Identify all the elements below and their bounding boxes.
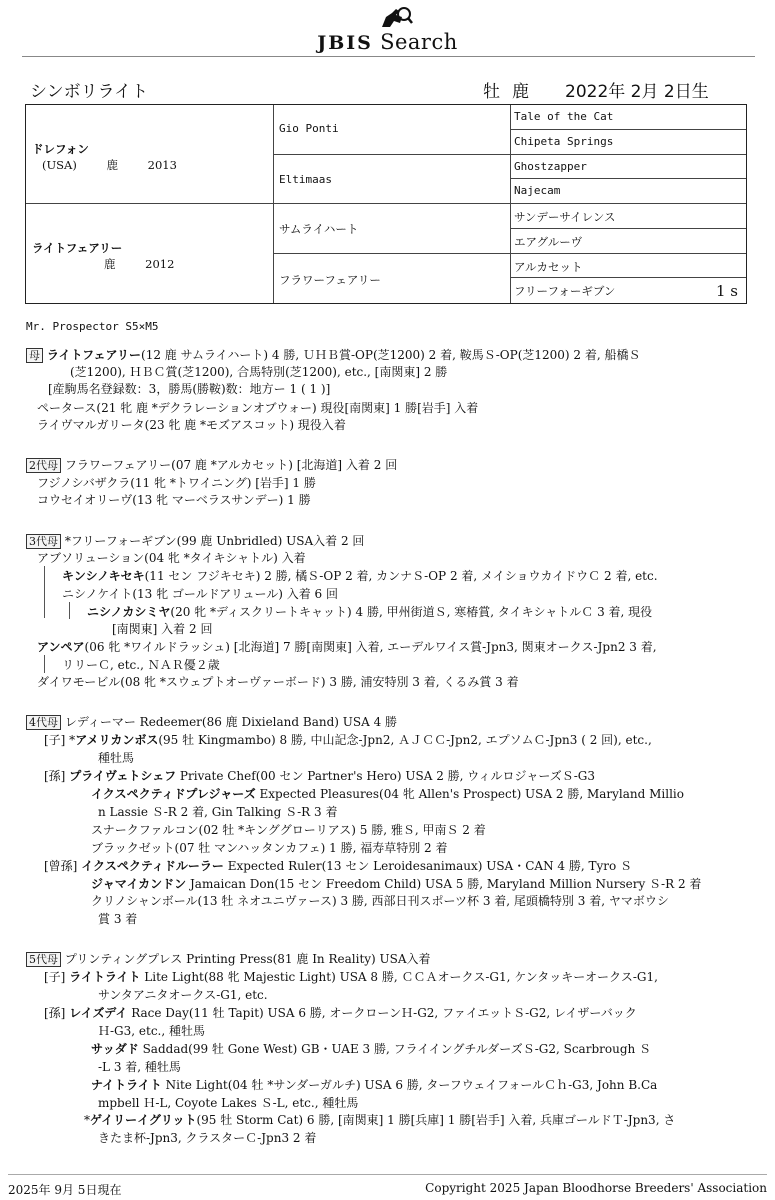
record-text: ブラックゼット(07 牡 マンハッタンカフェ) 1 勝, 福寿草特別 2 着 — [91, 841, 448, 855]
record-text: Jamaican Don(15 セン Freedom Child) USA 5 勝, Maryland Million Nursery Ｓ-R 2 着 — [186, 877, 702, 891]
family-line — [70, 364, 447, 380]
dam-name: ライトフェアリー — [32, 241, 123, 255]
horse-name: シンボリライト — [30, 82, 149, 102]
record-text: (95 牡 Storm Cat) 6 勝, [南関東] 1 勝[兵庫] 1 勝[岩手] 入着, 兵庫ゴールドＴ-Jpn3, さ — [196, 1113, 676, 1127]
horse-rider-icon — [374, 5, 414, 31]
family-line — [98, 804, 337, 820]
record-text: 賞 3 着 — [98, 912, 138, 926]
family-line — [26, 533, 364, 549]
horse-name-bold: イクスペクティドプレジャーズ — [91, 787, 256, 801]
family-line — [91, 822, 486, 838]
family-line — [44, 732, 652, 748]
family-line — [98, 1023, 205, 1039]
family-line — [26, 457, 397, 473]
horse-color: 鹿 — [512, 82, 529, 102]
record-text: mpbell Ｈ-L, Coyote Lakes Ｓ-L, etc., 種牡馬 — [98, 1096, 359, 1110]
family-line — [37, 550, 306, 566]
family-line — [26, 347, 641, 363]
dam-sire: サムライハート — [274, 204, 511, 254]
sire-cell — [26, 105, 274, 204]
family-line — [91, 893, 669, 909]
horse-name-bold: アンペア — [37, 640, 85, 654]
g3-dam-dam-sire: アルカセット — [511, 254, 746, 278]
pedigree-table — [25, 104, 747, 304]
record-text: フラワーフェアリー(07 鹿 *アルカセット) [北海道] 入着 2 回 — [64, 458, 398, 472]
dam-year: 2012 — [145, 257, 175, 271]
family-line — [37, 475, 316, 491]
as-of-date: 2025年 9月 5日現在 — [8, 1183, 122, 1197]
horse-name-bold: ニシノカシミヤ — [87, 605, 171, 619]
family-line — [44, 969, 658, 985]
family-line — [98, 1095, 358, 1111]
g3-dam-sire-sire: サンデーサイレンス — [511, 204, 746, 229]
record-text: *フリーフォーギブン(99 鹿 Unbridled) USA入着 2 回 — [64, 534, 365, 548]
family-line — [112, 621, 212, 637]
sire-origin: (USA) — [42, 158, 77, 172]
record-text: ペータース(21 牝 鹿 *デクラレーションオブウォー) 現役[南関東] 1 勝[岩手] 入着 — [37, 401, 479, 415]
record-text: ニシノケイト(13 牝 ゴールドアリュール) 入着 6 回 — [62, 587, 338, 601]
record-text: (06 牝 *ワイルドラッシュ) [北海道] 7 勝[南関東] 入着, エーデルワイス賞-Jpn3, 関東オークス-Jpn2 3 着, — [84, 640, 657, 654]
record-text: スナークファルコン(02 牡 *キンググローリアス) 5 勝, 雅Ｓ, 甲南Ｓ 2 着 — [91, 823, 486, 837]
horse-name-bold: プライヴェトシェフ — [69, 769, 177, 783]
record-text: (11 セン フジキセキ) 2 勝, 橘Ｓ-OP 2 着, カンナＳ-OP 2 着, メイショウカイドウＣ 2 着, etc. — [144, 569, 658, 583]
sire-dam: Eltimaas — [274, 155, 511, 204]
generation-tag: 3代母 — [26, 534, 61, 549]
dam-cell — [26, 204, 274, 303]
family-line — [91, 1041, 651, 1057]
record-text: [孫] — [44, 769, 70, 783]
family-line — [37, 639, 657, 655]
record-text: コウセイオリーヴ(13 牝 マーベラスサンデー) 1 勝 — [37, 493, 311, 507]
horse-name-bold: ライトフェアリー — [46, 348, 142, 362]
record-text: レディーマー Redeemer(86 鹿 Dixieland Band) USA 4 勝 — [64, 715, 398, 729]
family-line — [91, 786, 684, 802]
record-text: (芝1200), ＨＢＣ賞(芝1200), 合馬特別(芝1200), etc., [南関東] 2 勝 — [70, 365, 448, 379]
record-text: [産駒馬名登録数：3，勝馬(勝鞍)数：地方ー 1 ( 1 )] — [48, 382, 331, 396]
horse-name-bold: ナイトライト — [91, 1078, 162, 1092]
record-text: ダイワモービル(08 牝 *スウェプトオーヴァーボード) 3 勝, 浦安特別 3 着, くるみ賞 3 着 — [37, 675, 519, 689]
family-tree-line — [44, 566, 45, 618]
dam-dam: フラワーフェアリー — [274, 254, 511, 303]
g3-sire-dam-sire: Ghostzapper — [511, 155, 746, 179]
family-line — [91, 840, 448, 856]
horse-name-bold: イクスペクティドルーラー — [81, 859, 224, 873]
header-divider — [22, 56, 755, 57]
horse-birthdate: 2022年 2月 2日生 — [565, 82, 709, 102]
family-line — [98, 1059, 181, 1075]
family-line — [37, 674, 519, 690]
family-line — [98, 1130, 316, 1146]
generation-tag: 母 — [26, 348, 43, 363]
record-text: Race Day(11 牡 Tapit) USA 6 勝, オークローンＨ-G2, ファイエットＳ-G2, レイザーバック — [127, 1006, 637, 1020]
logo-search: Search — [380, 30, 458, 54]
record-text: Expected Pleasures(04 牝 Allen's Prospect) USA 2 勝, Maryland Millio — [255, 787, 684, 801]
family-line — [87, 604, 652, 620]
family-number: 1 s — [716, 282, 739, 300]
record-text: (95 牡 Kingmambo) 8 勝, 中山記念-Jpn2, ＡＪＣＣ-Jpn2, エプソムＣ-Jpn3 ( 2 回), etc., — [158, 733, 652, 747]
family-line — [84, 1112, 675, 1128]
record-text: リリーＣ, etc., ＮＡＲ優２歳 — [62, 658, 220, 672]
record-text: -L 3 着, 種牡馬 — [98, 1060, 181, 1074]
family-line — [44, 1005, 637, 1021]
family-line — [62, 568, 658, 584]
jbis-logo[interactable] — [0, 8, 775, 54]
g3-sire-sire-sire: Tale of the Cat — [511, 105, 746, 130]
family-line — [37, 417, 346, 433]
family-line — [98, 987, 268, 1003]
family-line — [62, 586, 338, 602]
family-line — [37, 400, 478, 416]
record-text: Ｈ-G3, etc., 種牡馬 — [98, 1024, 205, 1038]
family-line — [44, 768, 595, 784]
record-text: Saddad(99 牡 Gone West) GB・UAE 3 勝, フライイングチルダーズＳ-G2, Scarbrough Ｓ — [138, 1042, 652, 1056]
footer-divider — [8, 1174, 767, 1175]
family-line — [98, 750, 134, 766]
horse-name-bold: キンシノキセキ — [62, 569, 145, 583]
horse-name-bold: サッダド — [91, 1042, 139, 1056]
record-text: Nite Light(04 牡 *サンダーガルチ) USA 6 勝, ターフウェイフォールＣｈ-G3, John B.Ca — [161, 1078, 658, 1092]
record-text: [子] * — [44, 733, 76, 747]
sire-name: ドレフォン — [32, 142, 89, 156]
family-line — [91, 1077, 657, 1093]
record-text: [曾孫] — [44, 859, 82, 873]
sire-color: 鹿 — [106, 158, 119, 172]
record-text: [子] — [44, 970, 70, 984]
record-text: (12 鹿 サムライハート) 4 勝, ＵＨＢ賞-OP(芝1200) 2 着, 鞍馬Ｓ-OP(芝1200) 2 着, 船橋Ｓ — [141, 348, 641, 362]
record-text: [孫] — [44, 1006, 70, 1020]
family-line — [37, 492, 311, 508]
record-text: 種牡馬 — [98, 751, 135, 765]
horse-name-bold: ゲイリーイグリット — [90, 1113, 197, 1127]
family-line — [26, 951, 431, 967]
g3-sire-sire-dam: Chipeta Springs — [511, 130, 746, 155]
record-text: フジノシバザクラ(11 牝 *トワイニング) [岩手] 1 勝 — [37, 476, 316, 490]
family-line — [98, 911, 137, 927]
family-line — [91, 876, 701, 892]
horse-name-bold: アメリカンボス — [75, 733, 159, 747]
record-text: Expected Ruler(13 セン Leroidesanimaux) USA・CAN 4 勝, Tyro Ｓ — [223, 859, 633, 873]
g3-dam-sire-dam: エアグルーヴ — [511, 229, 746, 254]
record-text: クリノシャンボール(13 牡 ネオユニヴァース) 3 勝, 西部日刊スポーツ杯 3 着, 尾頭橋特別 3 着, ヤマボウシ — [91, 894, 669, 908]
family-line — [62, 657, 220, 673]
family-line — [44, 858, 632, 874]
record-text: [南関東] 入着 2 回 — [112, 622, 213, 636]
dam-color: 鹿 — [104, 257, 116, 271]
record-text: * — [84, 1113, 90, 1127]
record-text: ライヴマルガリータ(23 牝 鹿 *モズアスコット) 現役入着 — [37, 418, 346, 432]
record-text: プリンティングプレス Printing Press(81 鹿 In Reality) USA入着 — [64, 952, 431, 966]
record-text: Private Chef(00 セン Partner's Hero) USA 2 勝, ウィルロジャーズＳ-G3 — [176, 769, 595, 783]
family-line — [26, 714, 397, 730]
record-text: アブソリューション(04 牝 *タイキシャトル) 入着 — [37, 551, 306, 565]
family-tree-line — [44, 655, 45, 673]
logo-jbis: JBIS — [317, 32, 373, 54]
sire-year: 2013 — [147, 158, 177, 172]
g3-dam-dam-dam: フリーフォーギブン — [514, 284, 616, 298]
horse-sex: 牡 — [483, 82, 500, 102]
horse-name-bold: ライトライト — [69, 970, 141, 984]
copyright: Copyright 2025 Japan Bloodhorse Breeders' Association — [425, 1181, 767, 1195]
generation-tag: 2代母 — [26, 458, 61, 473]
family-tree-line — [69, 602, 70, 619]
g3-sire-dam-dam: Najecam — [511, 179, 746, 204]
family-line — [48, 381, 330, 397]
record-text: n Lassie Ｓ-R 2 着, Gin Talking Ｓ-R 3 着 — [98, 805, 338, 819]
record-text: きたま杯-Jpn3, クラスターＣ-Jpn3 2 着 — [98, 1131, 317, 1145]
record-text: サンタアニタオークス-G1, etc. — [98, 988, 268, 1002]
horse-name-bold: ジャマイカンドン — [91, 877, 187, 891]
record-text: (20 牝 *ディスクリートキャット) 4 勝, 甲州街道Ｓ, 寒椿賞, タイキシャトルＣ 3 着, 現役 — [170, 605, 653, 619]
inbreeding: Mr. Prospector S5×M5 — [26, 320, 159, 333]
generation-tag: 5代母 — [26, 952, 61, 967]
generation-tag: 4代母 — [26, 715, 61, 730]
horse-name-bold: レイズデイ — [69, 1006, 128, 1020]
sire-sire: Gio Ponti — [274, 105, 511, 155]
record-text: Lite Light(88 牝 Majestic Light) USA 8 勝, ＣＣＡオークス-G1, ケンタッキーオークス-G1, — [140, 970, 658, 984]
